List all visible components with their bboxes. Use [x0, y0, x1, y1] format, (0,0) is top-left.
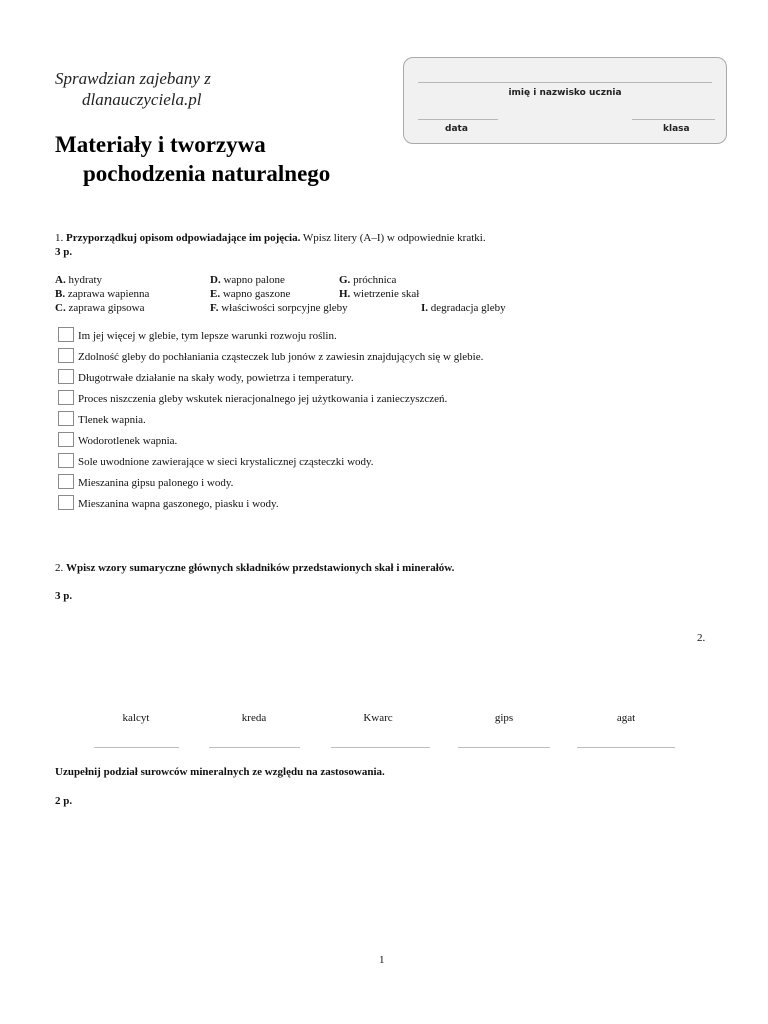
task1-item-3: Długotrwałe działanie na skały wody, powietrza i temperatury. — [78, 372, 354, 384]
mineral-label-gips: gips — [494, 712, 514, 724]
task3-points: 2 p. — [55, 795, 73, 807]
answer-box-8[interactable] — [58, 474, 74, 489]
task1-item-6: Wodorotlenek wapnia. — [78, 435, 178, 447]
title-line-2: pochodzenia naturalnego — [83, 161, 331, 186]
option-h: H. wietrzenie skał — [339, 288, 420, 300]
task1-instruction-bold: Przyporządkuj opisom odpowiadające im pojęcia. — [66, 232, 301, 244]
title-line-1: Materiały i tworzywa — [55, 132, 266, 157]
answer-box-2[interactable] — [58, 348, 74, 363]
task1-points: 3 p. — [55, 246, 73, 258]
answer-line-kalcyt[interactable] — [94, 747, 179, 748]
task1-item-8: Mieszanina gipsu palonego i wody. — [78, 477, 234, 489]
task1-item-5: Tlenek wapnia. — [78, 414, 146, 426]
page-number: 1 — [379, 954, 385, 966]
mineral-label-kwarc: Kwarc — [363, 712, 393, 724]
task2-instruction-bold: Wpisz wzory sumaryczne głównych składników przedstawionych skał i minerałów. — [66, 562, 455, 574]
answer-box-3[interactable] — [58, 369, 74, 384]
margin-number: 2. — [697, 632, 706, 644]
option-d: D. wapno palone — [210, 274, 285, 286]
date-label: data — [445, 124, 468, 134]
date-line — [418, 119, 498, 120]
answer-line-agat[interactable] — [577, 747, 675, 748]
mineral-label-kreda: kreda — [241, 712, 267, 724]
task1-instruction-rest: Wpisz litery (A–I) w odpowiednie kratki. — [302, 232, 486, 244]
task1-item-1: Im jej więcej w glebie, tym lepsze warunki rozwoju roślin. — [78, 330, 337, 342]
watermark-line-1: Sprawdzian zajebany z — [55, 69, 211, 88]
watermark-text — [55, 68, 211, 110]
answer-line-kwarc[interactable] — [331, 747, 430, 748]
answer-box-7[interactable] — [58, 453, 74, 468]
answer-line-gips[interactable] — [458, 747, 550, 748]
answer-box-5[interactable] — [58, 411, 74, 426]
task2-points: 3 p. — [55, 590, 73, 602]
task1-item-9: Mieszanina wapna gaszonego, piasku i wody. — [78, 498, 279, 510]
class-label: klasa — [663, 124, 690, 134]
task1-item-7: Sole uwodnione zawierające w sieci krystalicznej cząsteczki wody. — [78, 456, 374, 468]
task3-instruction: Uzupełnij podział surowców mineralnych ze względu na zastosowania. — [55, 766, 385, 778]
option-a: A. hydraty — [55, 274, 103, 286]
task1-item-4: Proces niszczenia gleby wskutek nieracjonalnego jej użytkowania i zanieczyszczeń. — [78, 393, 448, 405]
option-c: C. zaprawa gipsowa — [55, 302, 145, 314]
task1-number: 1. — [55, 232, 64, 244]
answer-box-9[interactable] — [58, 495, 74, 510]
page-title — [55, 130, 330, 188]
task2-number: 2. — [55, 562, 64, 574]
option-e: E. wapno gaszone — [210, 288, 291, 300]
mineral-label-kalcyt: kalcyt — [122, 712, 150, 724]
answer-line-kreda[interactable] — [209, 747, 300, 748]
answer-box-1[interactable] — [58, 327, 74, 342]
answer-box-6[interactable] — [58, 432, 74, 447]
name-line — [418, 82, 712, 83]
answer-box-4[interactable] — [58, 390, 74, 405]
option-i: I. degradacja gleby — [421, 302, 506, 314]
class-line — [632, 119, 715, 120]
option-f: F. właściwości sorpcyjne gleby — [210, 302, 348, 314]
task2-instruction — [55, 561, 454, 575]
watermark-line-2: dlanauczyciela.pl — [82, 90, 202, 109]
student-info-box — [403, 57, 727, 144]
name-label: imię i nazwisko ucznia — [508, 88, 622, 98]
task1-instruction — [55, 231, 486, 245]
task1-item-2: Zdolność gleby do pochłaniania cząsteczek lub jonów z zawiesin znajdujących się w glebie. — [78, 351, 484, 363]
mineral-label-agat: agat — [616, 712, 636, 724]
option-b: B. zaprawa wapienna — [55, 288, 150, 300]
option-g: G. próchnica — [339, 274, 397, 286]
